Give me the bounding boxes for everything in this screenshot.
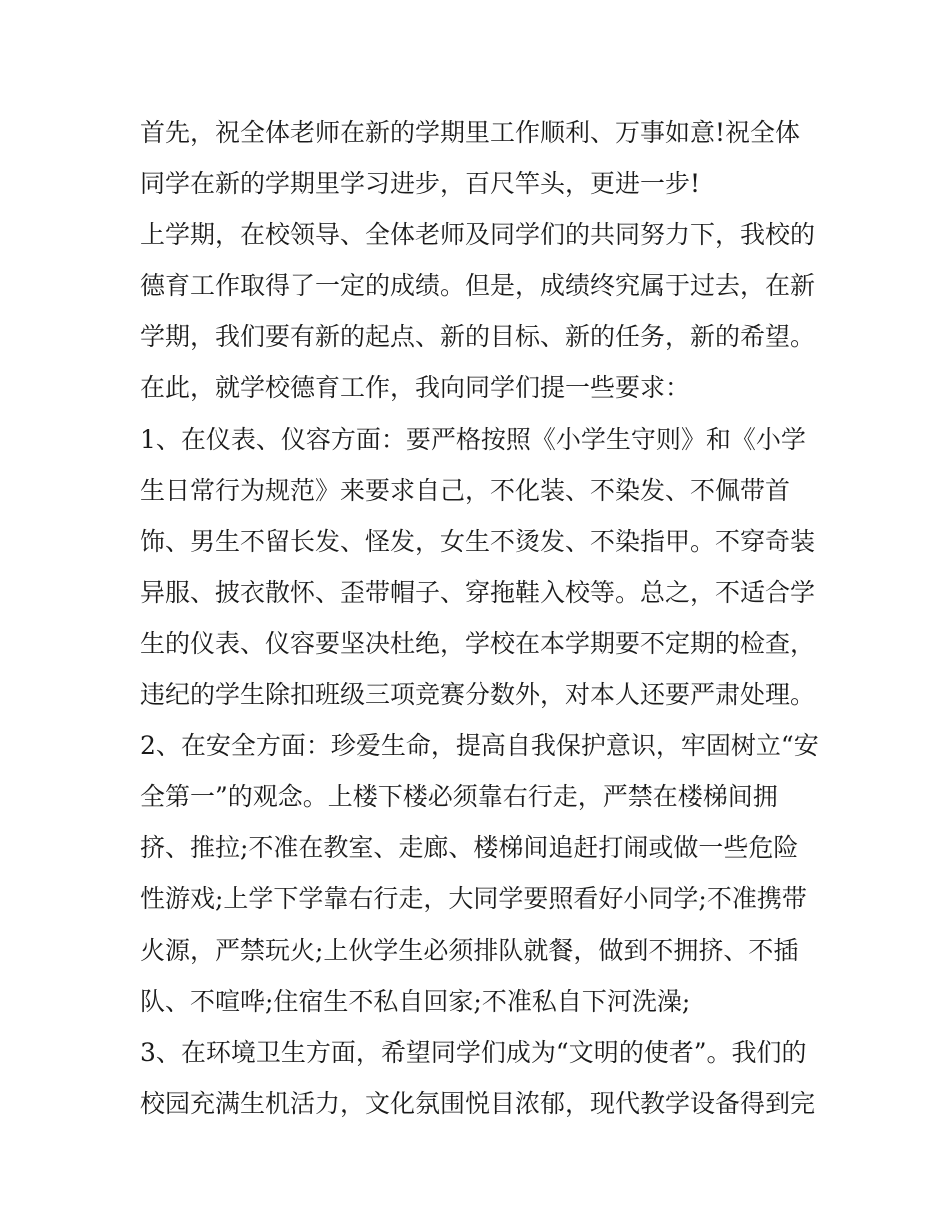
document-body bbox=[140, 107, 820, 1129]
text-line: 1、在仪表、仪容方面：要严格按照《小学生守则》和《小学 bbox=[140, 424, 806, 454]
text-line: 违纪的学生除扣班级三项竞赛分数外，对本人还要严肃处理。 bbox=[140, 680, 816, 710]
text-line: 首先，祝全体老师在新的学期里工作顺利、万事如意!祝全体 bbox=[140, 118, 801, 147]
text-line: 火源，严禁玩火;上伙学生必须排队就餐，做到不拥挤、不插 bbox=[140, 935, 799, 965]
text-line: 挤、推拉;不准在教室、走廊、楼梯间追赶打闹或做一些危险 bbox=[140, 833, 799, 863]
text-line: 校园充满生机活力，文化氛围悦目浓郁，现代教学设备得到完 bbox=[140, 1088, 816, 1118]
text-line: 上学期，在校领导、全体老师及同学们的共同努力下，我校的 bbox=[140, 220, 816, 250]
text-line: 在此，就学校德育工作，我向同学们提一些要求： bbox=[140, 373, 691, 403]
text-line: 学期，我们要有新的起点、新的目标、新的任务，新的希望。 bbox=[140, 322, 816, 352]
text-line: 3、在环境卫生方面，希望同学们成为“文明的使者”。我们的 bbox=[140, 1037, 807, 1067]
text-line: 队、不喧哗;住宿生不私自回家;不准私自下河洗澡; bbox=[140, 986, 691, 1016]
text-line: 2、在安全方面：珍爱生命，提高自我保护意识，牢固树立“安 bbox=[140, 731, 819, 761]
text-line: 生的仪表、仪容要坚决杜绝，学校在本学期要不定期的检查， bbox=[140, 628, 816, 658]
text-line: 德育工作取得了一定的成绩。但是，成绩终究属于过去，在新 bbox=[140, 271, 816, 301]
text-line: 全第一”的观念。上楼下楼必须靠右行走，严禁在楼梯间拥 bbox=[140, 782, 778, 812]
text-line: 同学在新的学期里学习进步，百尺竿头，更进一步! bbox=[140, 169, 701, 199]
text-line: 异服、披衣散怀、歪带帽子、穿拖鞋入校等。总之，不适合学 bbox=[140, 577, 816, 607]
text-line: 饰、男生不留长发、怪发，女生不烫发、不染指甲。不穿奇装 bbox=[140, 526, 816, 556]
text-line: 性游戏;上学下学靠右行走，大同学要照看好小同学;不准携带 bbox=[140, 884, 807, 914]
text-line: 生日常行为规范》来要求自己，不化装、不染发、不佩带首 bbox=[140, 475, 791, 505]
